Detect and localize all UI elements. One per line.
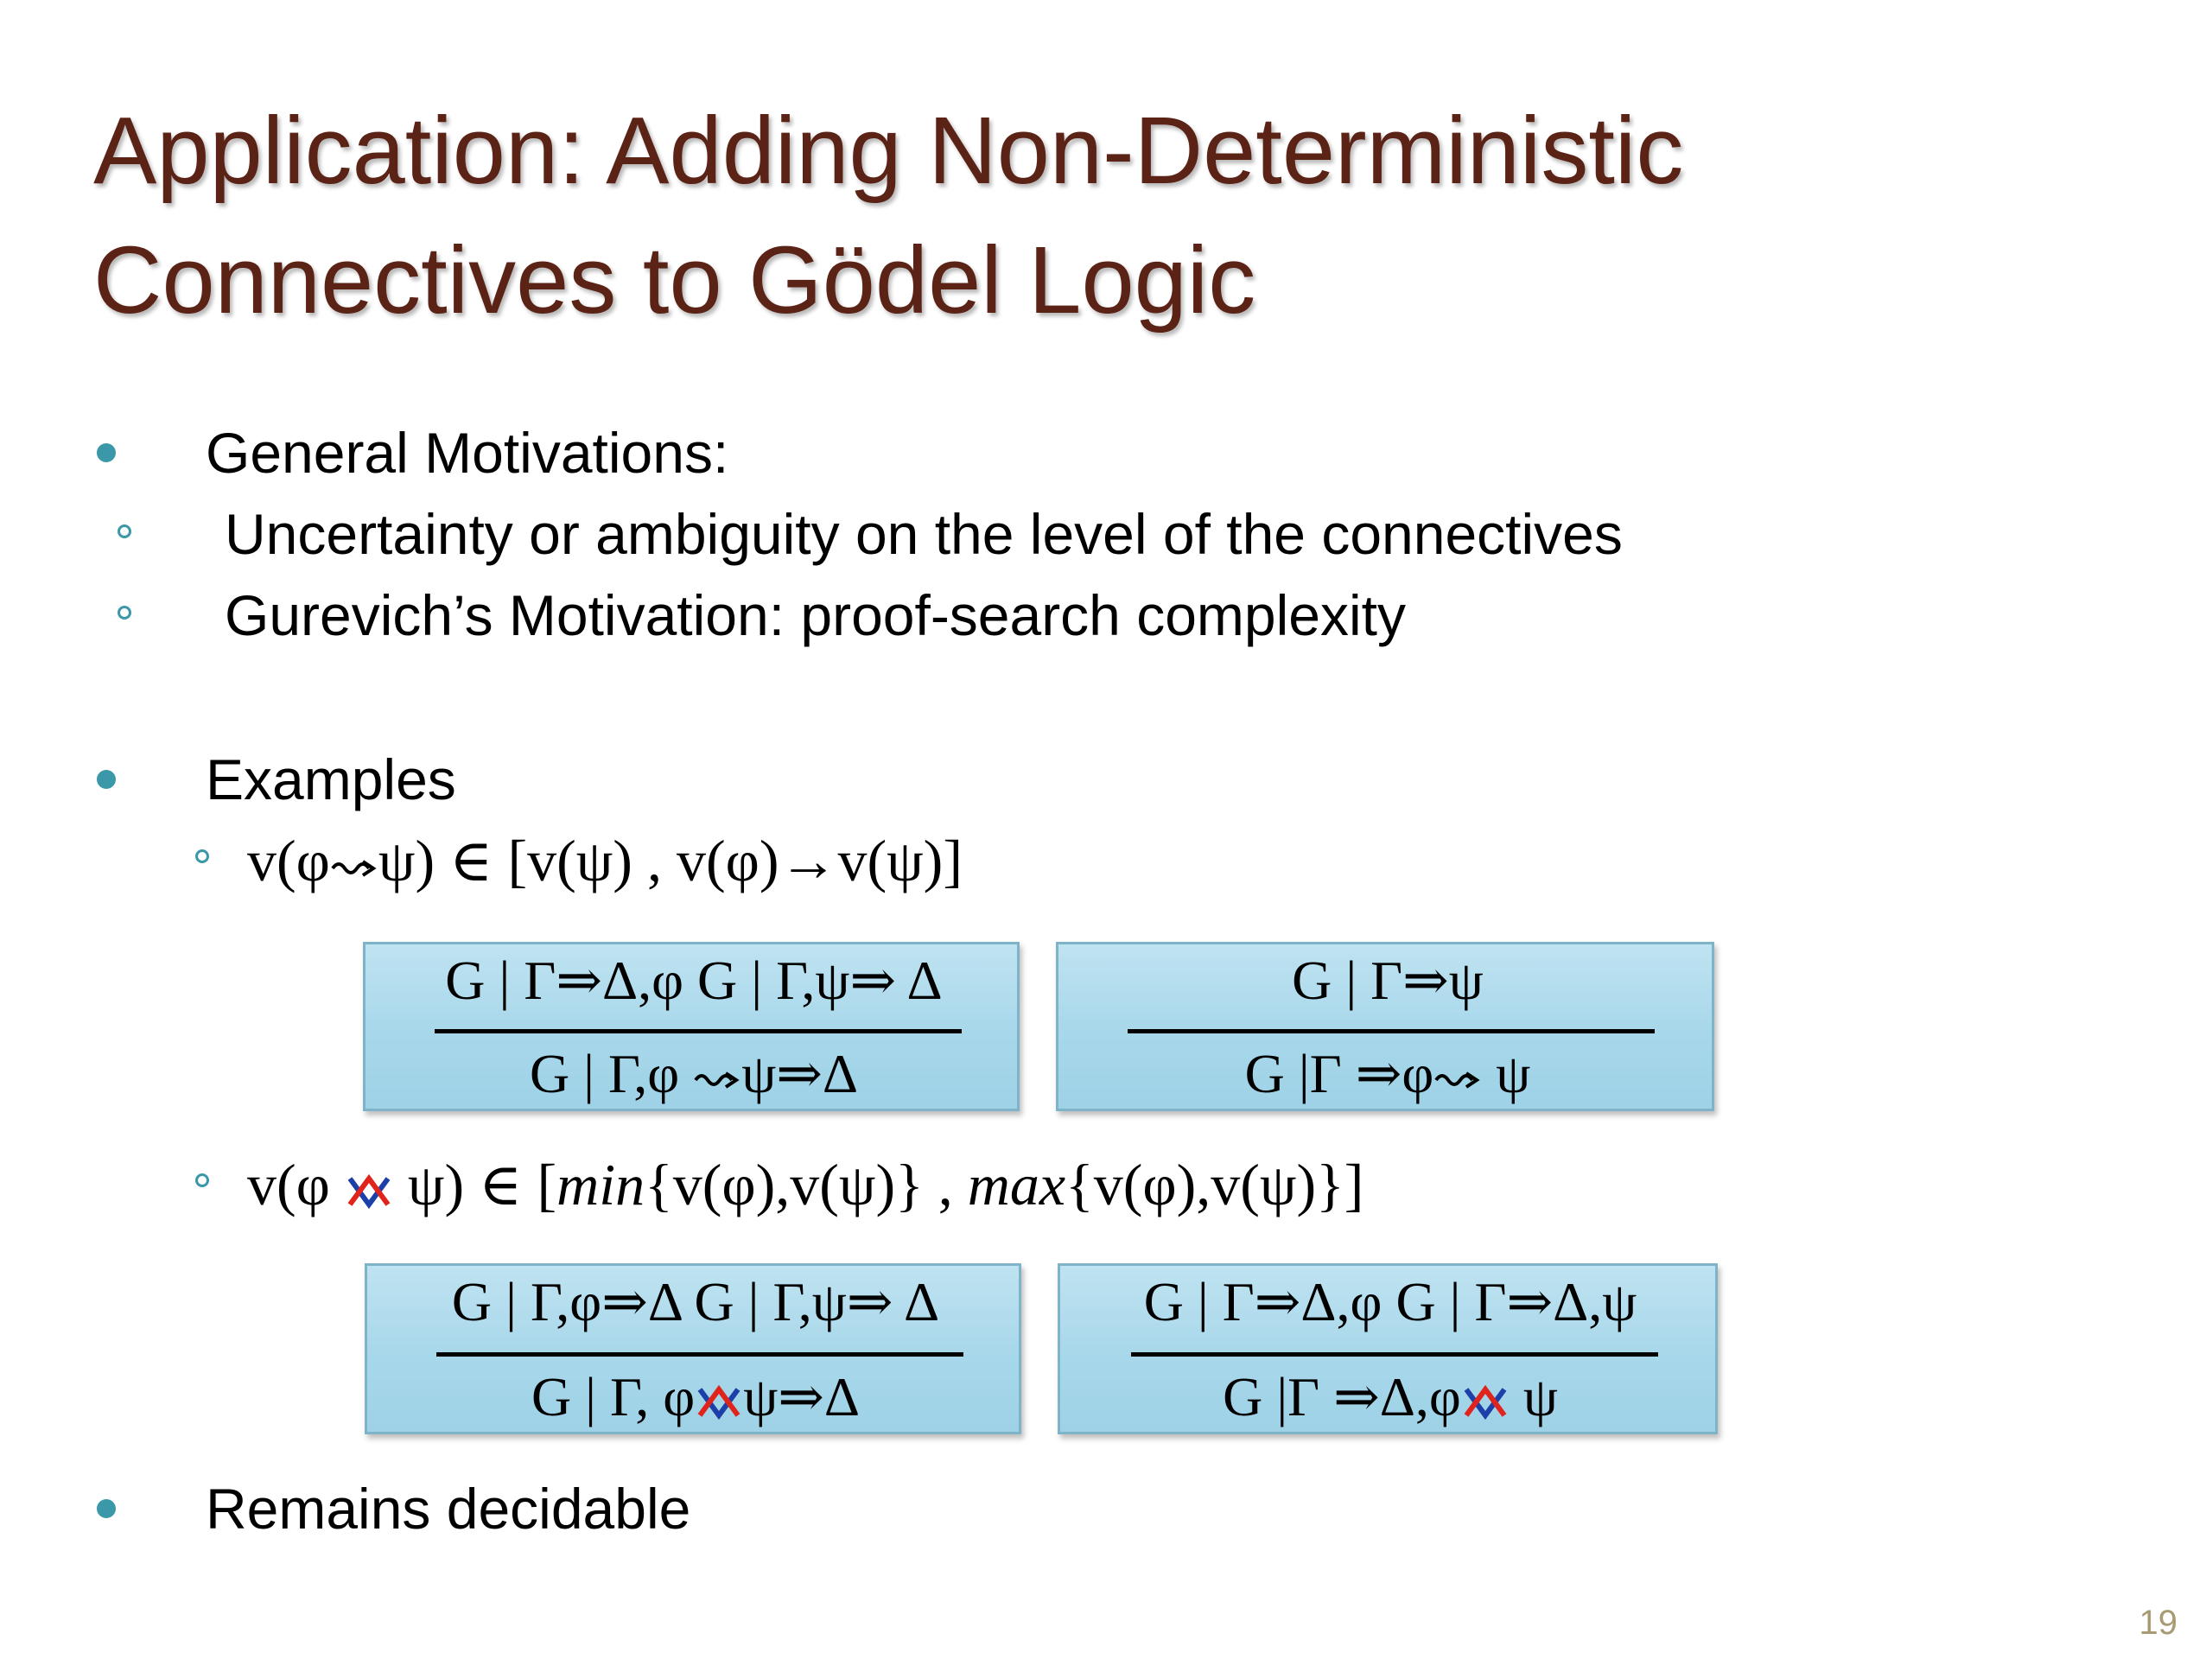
formula2-min-args: {v(φ),v(ψ)} , <box>645 1152 953 1217</box>
bullet-dot <box>97 443 116 462</box>
rule-box-crossed-right <box>1058 1263 1718 1434</box>
rule4-conclusion <box>1060 1364 1720 1430</box>
formula2-middle: ψ) ∈ [ <box>407 1152 557 1217</box>
formula1-prefix: v(φ <box>247 828 330 893</box>
rule2-conclusion-right: ψ <box>1482 1043 1531 1104</box>
rule3-conclusion <box>367 1364 1024 1430</box>
bullet-general-motivations: General Motivations: <box>206 421 729 485</box>
rule3-inference-line <box>436 1352 963 1357</box>
slide-title <box>93 86 2081 346</box>
sub-bullet-gurevich: Gurevich’s Motivation: proof-search complexity <box>225 583 1406 647</box>
rule2-premise: G | Γ⇒ψ <box>1292 950 1484 1011</box>
rule2-inference-line <box>1128 1029 1655 1033</box>
rule3-conclusion-left: G | Γ, φ <box>531 1366 696 1427</box>
bullet-examples: Examples <box>206 747 456 811</box>
formula2-prefix: v(φ <box>247 1152 330 1217</box>
crossed-connective-icon <box>1461 1377 1510 1421</box>
squiggle-arrow-icon <box>693 1054 741 1097</box>
rule4-conclusion-right: ψ <box>1509 1366 1558 1427</box>
rule1-conclusion <box>365 1041 1022 1107</box>
rule3-premises: G | Γ,φ⇒Δ G | Γ,ψ⇒ Δ <box>451 1271 940 1332</box>
rule1-conclusion-left: G | Γ,φ <box>529 1043 680 1104</box>
formula-squiggle-connective <box>247 826 963 895</box>
rule2-conclusion-left: G |Γ ⇒φ <box>1244 1043 1434 1104</box>
sub-bullet-ring <box>118 606 131 620</box>
squiggle-arrow-icon <box>330 842 378 886</box>
page-number: 19 <box>2139 1604 2177 1642</box>
title-line-1: Application: Adding Non-Deterministic <box>93 98 1684 204</box>
sub-bullet-ring <box>118 524 131 538</box>
formula2-max: max <box>967 1152 1066 1217</box>
rule1-premises: G | Γ⇒Δ,φ G | Γ,ψ⇒ Δ <box>445 950 943 1011</box>
rule1-inference-line <box>435 1029 962 1033</box>
formula1-suffix: ψ) ∈ [v(ψ) , v(φ)→v(ψ)] <box>378 828 963 893</box>
formula-crossed-connective <box>247 1150 1363 1219</box>
rule-box-squiggle-right <box>1056 942 1714 1111</box>
crossed-connective-icon <box>695 1377 743 1421</box>
sub-bullet-ring <box>195 849 209 863</box>
rule-box-crossed-left <box>365 1263 1021 1434</box>
crossed-connective-icon <box>345 1166 393 1210</box>
bullet-dot <box>97 1499 116 1518</box>
rule4-premises: G | Γ⇒Δ,φ G | Γ⇒Δ,ψ <box>1143 1271 1637 1332</box>
formula2-max-args: {v(φ),v(ψ)}] <box>1065 1152 1364 1217</box>
sub-bullet-uncertainty: Uncertainty or ambiguity on the level of the connectives <box>225 502 1623 566</box>
rule1-conclusion-right: ψ⇒Δ <box>741 1043 859 1104</box>
rule-box-squiggle-left <box>363 942 1020 1111</box>
sub-bullet-ring <box>195 1173 209 1187</box>
rule4-inference-line <box>1131 1352 1658 1357</box>
rule4-conclusion-left: G |Γ ⇒Δ,φ <box>1223 1366 1461 1427</box>
formula2-min: min <box>556 1152 645 1217</box>
title-line-2: Connectives to Gödel Logic <box>93 227 1256 334</box>
bullet-remains-decidable: Remains decidable <box>206 1477 691 1541</box>
rule3-conclusion-right: ψ⇒Δ <box>743 1366 861 1427</box>
bullet-dot <box>97 770 116 789</box>
rule2-conclusion <box>1058 1041 1717 1107</box>
squiggle-arrow-icon <box>1433 1054 1482 1097</box>
